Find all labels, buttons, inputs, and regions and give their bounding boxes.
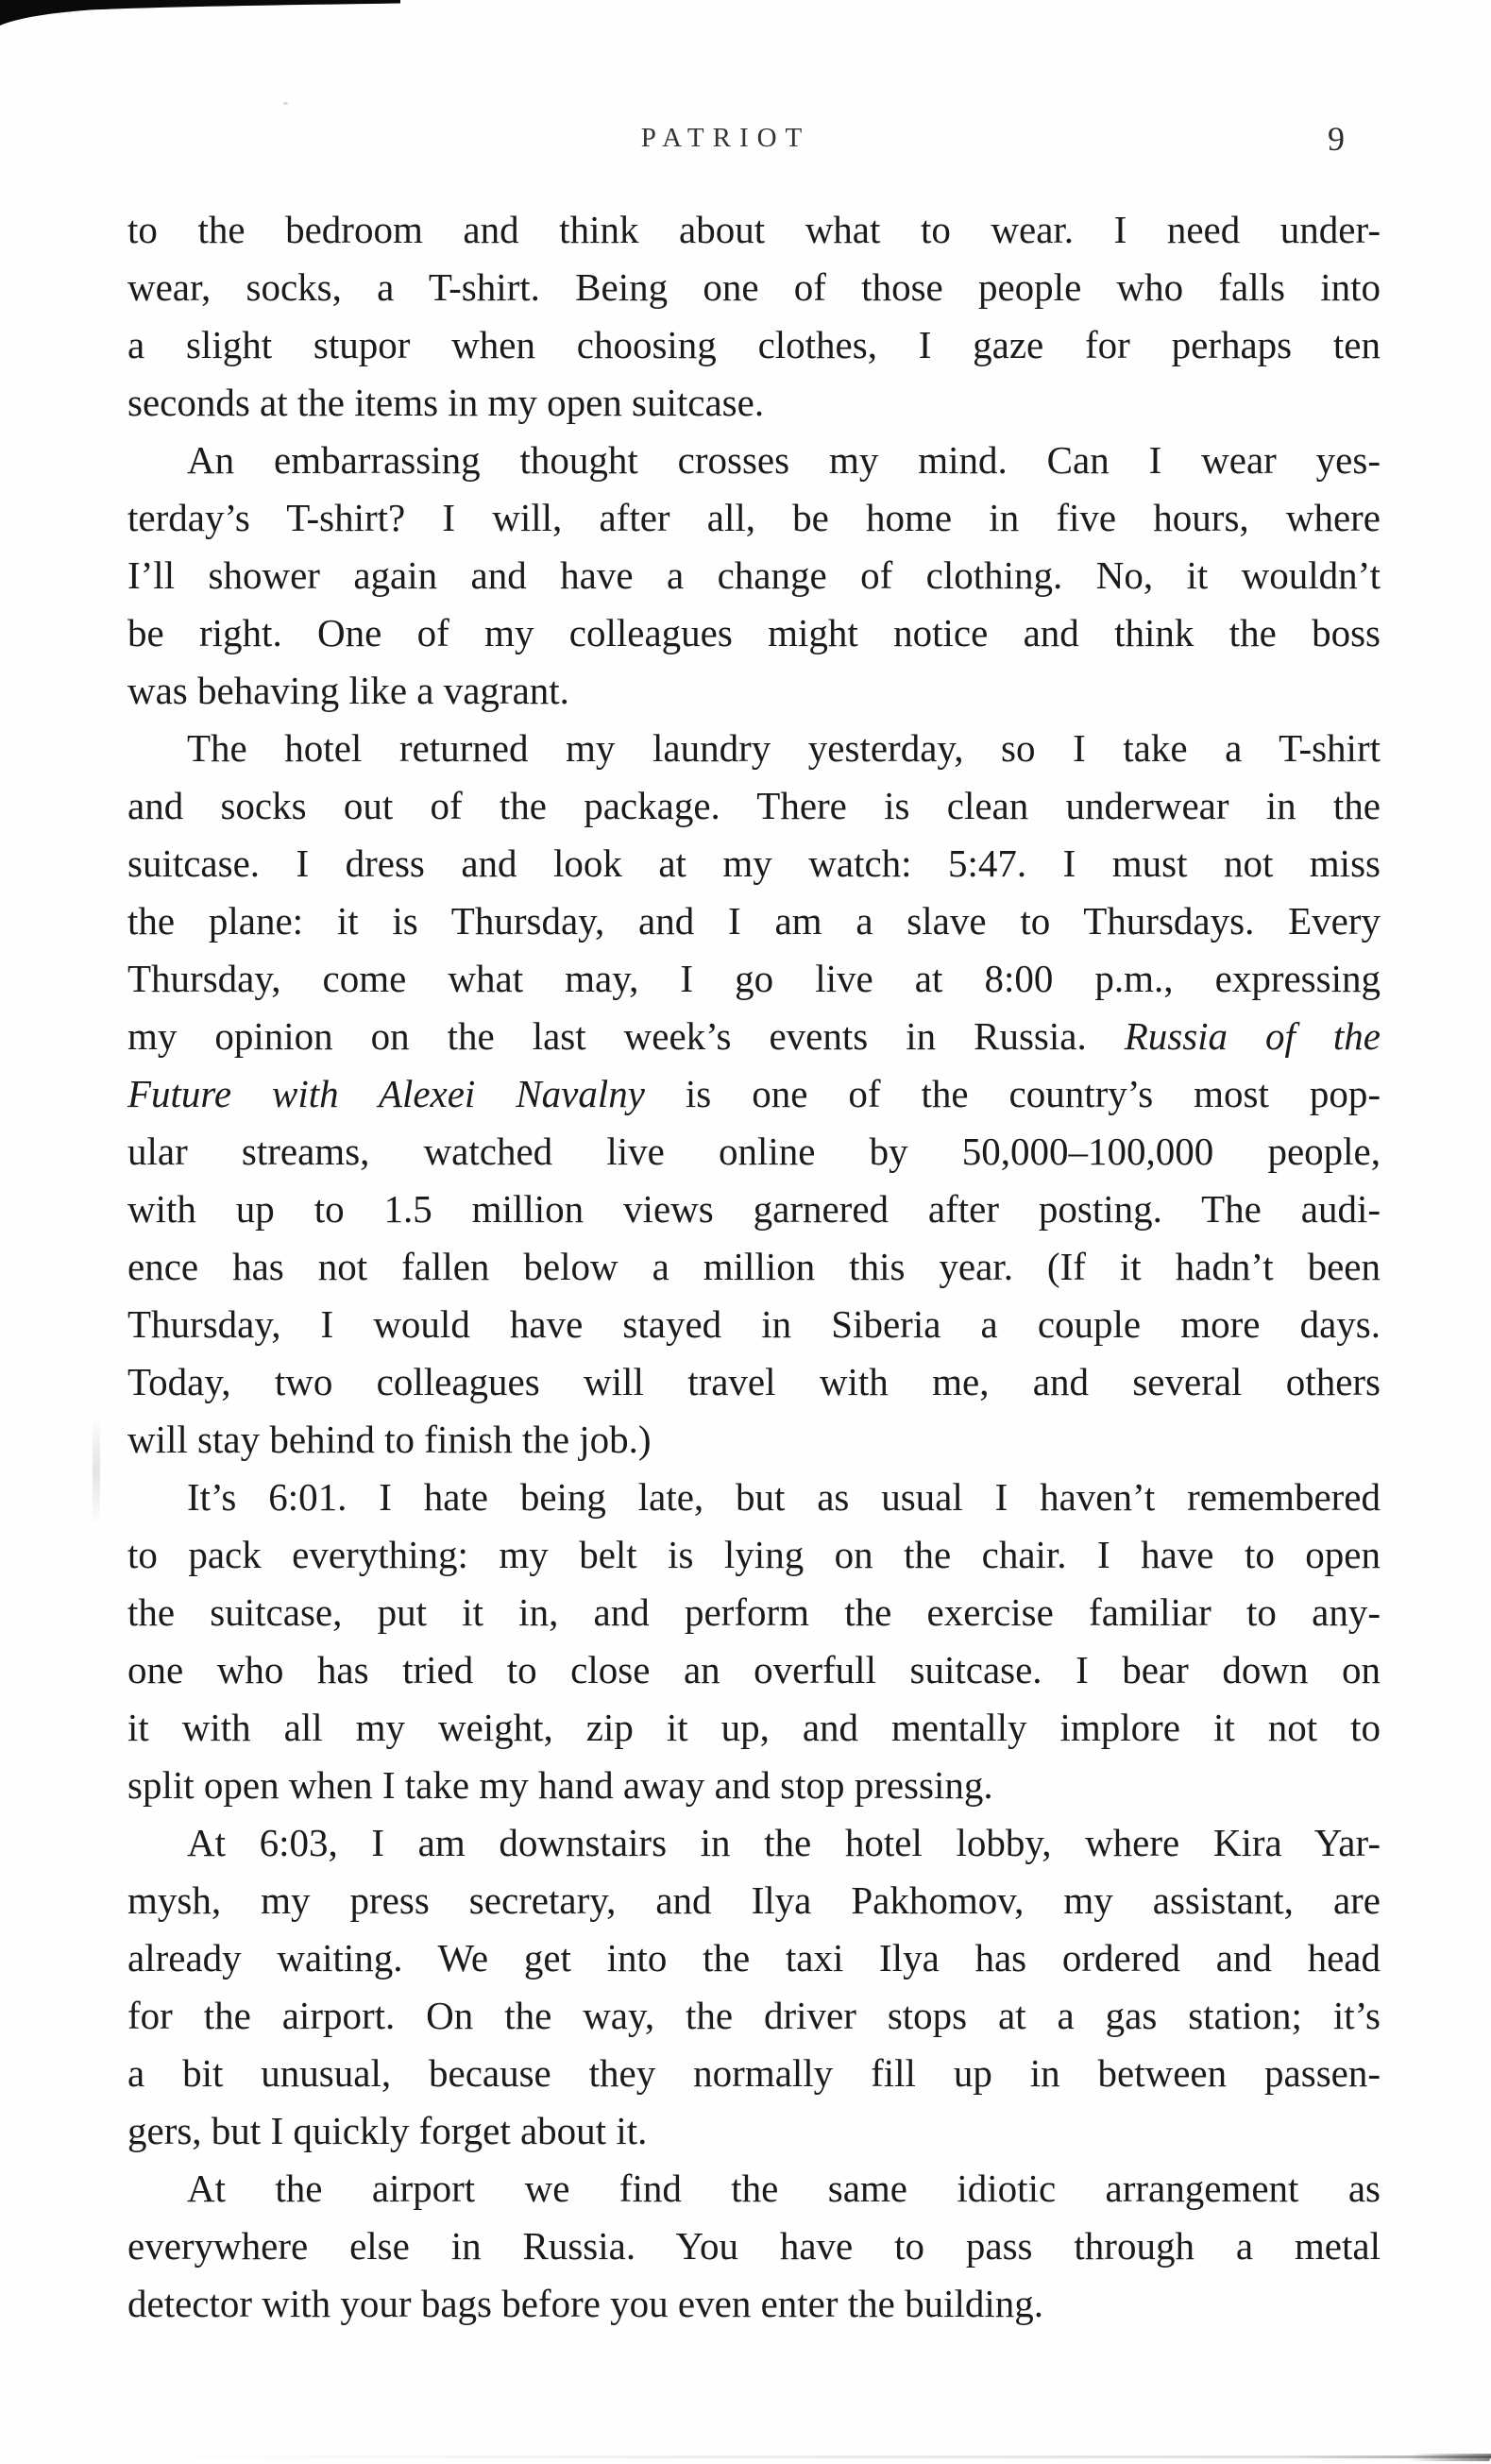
text-segment: I’ll shower again and have a change of clothing. No, it wouldn’t: [127, 553, 1381, 597]
text-line: [127, 1353, 1381, 1411]
text-line: [127, 1238, 1381, 1296]
text-segment: everywhere else in Russia. You have to pass through a metal: [127, 2224, 1381, 2268]
text-line: [127, 374, 1381, 432]
scan-artifact-bottom-edge: [137, 2456, 1491, 2458]
scan-artifact-speck: [232, 744, 239, 748]
text-line: [127, 1008, 1381, 1065]
text-line: [127, 432, 1381, 489]
text-line: [127, 1584, 1381, 1641]
scan-artifact-speck: [283, 102, 288, 105]
text-segment: and socks out of the package. There is clean underwear in the: [127, 784, 1381, 827]
text-line: [127, 2045, 1381, 2102]
text-segment: gers, but I quickly forget about it.: [127, 2109, 648, 2152]
text-line: [127, 2218, 1381, 2275]
text-segment: will stay behind to finish the job.): [127, 1418, 652, 1461]
text-line: [127, 489, 1381, 547]
text-segment: the plane: it is Thursday, and I am a slave to Thursdays. Every: [127, 899, 1381, 943]
scan-artifact-bottom-corner: [1406, 2454, 1491, 2461]
text-segment: to the bedroom and think about what to wear. I need under-: [127, 208, 1381, 251]
text-line: [127, 1699, 1381, 1757]
scan-artifact-top-edge: [0, 0, 406, 28]
text-line: [127, 720, 1381, 777]
text-segment: a slight stupor when choosing clothes, I gaze for perhaps ten: [127, 323, 1381, 366]
text-segment: Thursday, I would have stayed in Siberia a couple more days.: [127, 1302, 1381, 1346]
text-segment: detector with your bags before you even enter the building.: [127, 2282, 1044, 2325]
text-segment: An embarrassing thought crosses my mind. Can I wear yes-: [187, 438, 1381, 482]
text-line: [127, 1296, 1381, 1353]
text-line: [127, 950, 1381, 1008]
text-segment: It’s 6:01. I hate being late, but as usual I haven’t remembered: [187, 1475, 1381, 1519]
text-segment: wear, socks, a T-shirt. Being one of those people who falls into: [127, 265, 1381, 309]
text-segment: The hotel returned my laundry yesterday, so I take a T-shirt: [187, 726, 1381, 770]
text-line: [127, 1065, 1381, 1123]
text-segment: split open when I take my hand away and stop pressing.: [127, 1763, 993, 1807]
text-segment: be right. One of my colleagues might notice and think the boss: [127, 611, 1381, 654]
text-block: [127, 201, 1381, 2333]
text-line: [127, 1641, 1381, 1699]
text-line: [127, 835, 1381, 892]
italic-text-segment: Future with Alexei Navalny: [127, 1072, 645, 1115]
text-line: [127, 1526, 1381, 1584]
text-line: [127, 1123, 1381, 1181]
text-line: [127, 777, 1381, 835]
scan-artifact-left-margin-streak: [93, 1417, 100, 1525]
text-segment: was behaving like a vagrant.: [127, 669, 569, 712]
text-segment: At 6:03, I am downstairs in the hotel lobby, where Kira Yar-: [187, 1821, 1381, 1864]
text-line: [127, 259, 1381, 316]
page-number: 9: [1328, 120, 1345, 158]
text-segment: the suitcase, put it in, and perform the exercise familiar to any-: [127, 1590, 1381, 1634]
text-segment: is one of the country’s most pop-: [644, 1072, 1381, 1115]
text-segment: Today, two colleagues will travel with me, and several others: [127, 1360, 1381, 1403]
text-segment: ular streams, watched live online by 50,000–100,000 people,: [127, 1130, 1381, 1173]
text-line: [127, 1814, 1381, 1872]
italic-text-segment: Russia of the: [1124, 1014, 1381, 1058]
text-line: [127, 662, 1381, 720]
text-line: [127, 1469, 1381, 1526]
text-line: [127, 892, 1381, 950]
text-segment: At the airport we find the same idiotic arrangement as: [187, 2167, 1381, 2210]
text-segment: mysh, my press secretary, and Ilya Pakhomov, my assistant, are: [127, 1878, 1381, 1922]
text-segment: suitcase. I dress and look at my watch: 5:47. I must not miss: [127, 841, 1381, 885]
text-segment: my opinion on the last week’s events in Russia.: [127, 1014, 1125, 1058]
text-line: [127, 604, 1381, 662]
text-line: [127, 201, 1381, 259]
text-line: [127, 1411, 1381, 1469]
running-header-title: PATRIOT: [640, 123, 811, 153]
text-line: [127, 316, 1381, 374]
text-line: [127, 1872, 1381, 1929]
text-segment: a bit unusual, because they normally fill up in between passen-: [127, 2051, 1381, 2095]
text-segment: Thursday, come what may, I go live at 8:00 p.m., expressing: [127, 957, 1381, 1000]
text-line: [127, 1929, 1381, 1987]
text-line: [127, 1757, 1381, 1814]
text-segment: for the airport. On the way, the driver stops at a gas station; it’s: [127, 1994, 1381, 2037]
text-line: [127, 547, 1381, 604]
text-line: [127, 2160, 1381, 2218]
text-segment: terday’s T-shirt? I will, after all, be home in five hours, where: [127, 496, 1381, 539]
text-line: [127, 1181, 1381, 1238]
text-segment: to pack everything: my belt is lying on the chair. I have to open: [127, 1533, 1381, 1576]
text-segment: it with all my weight, zip it up, and mentally implore it not to: [127, 1706, 1381, 1749]
text-segment: already waiting. We get into the taxi Ilya has ordered and head: [127, 1936, 1381, 1980]
text-segment: one who has tried to close an overfull suitcase. I bear down on: [127, 1648, 1381, 1691]
text-line: [127, 2102, 1381, 2160]
text-segment: with up to 1.5 million views garnered after posting. The audi-: [127, 1187, 1381, 1231]
text-line: [127, 1987, 1381, 2045]
text-segment: seconds at the items in my open suitcase.: [127, 381, 765, 424]
running-header: [0, 120, 1491, 170]
text-segment: ence has not fallen below a million this year. (If it hadn’t been: [127, 1245, 1381, 1288]
text-line: [127, 2275, 1381, 2333]
